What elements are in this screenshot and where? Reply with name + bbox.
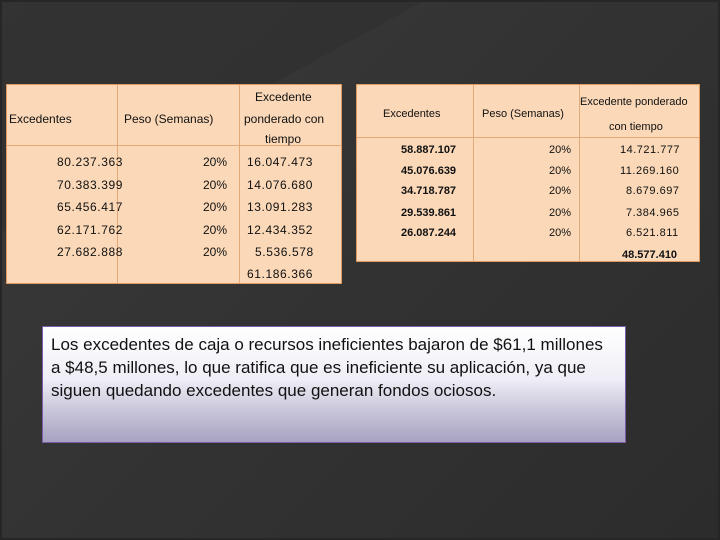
left-total: 61.186.366 bbox=[247, 267, 314, 281]
left-header-excedente-line3: tiempo bbox=[265, 132, 302, 146]
right-row2-peso: 20% bbox=[549, 165, 572, 177]
left-row5-peso: 20% bbox=[203, 245, 228, 259]
left-header-excedentes: Excedentes bbox=[9, 112, 72, 126]
left-row1-excedente: 80.237.363 bbox=[57, 155, 124, 169]
left-row4-peso: 20% bbox=[203, 223, 228, 237]
right-row1-ponderado: 14.721.777 bbox=[620, 144, 681, 156]
left-row4-excedente: 62.171.762 bbox=[57, 223, 124, 237]
right-table-divider bbox=[473, 85, 474, 261]
left-table-divider bbox=[239, 85, 240, 283]
left-row3-ponderado: 13.091.283 bbox=[247, 200, 314, 214]
right-table-divider bbox=[357, 137, 699, 138]
right-row4-excedente: 29.539.861 bbox=[401, 207, 457, 219]
right-row5-peso: 20% bbox=[549, 227, 572, 239]
right-header-peso: Peso (Semanas) bbox=[482, 108, 564, 120]
right-row2-excedente: 45.076.639 bbox=[401, 165, 457, 177]
right-row5-excedente: 26.087.244 bbox=[401, 227, 457, 239]
left-row3-excedente: 65.456.417 bbox=[57, 200, 124, 214]
right-row3-peso: 20% bbox=[549, 185, 572, 197]
left-row1-ponderado: 16.047.473 bbox=[247, 155, 314, 169]
left-row3-peso: 20% bbox=[203, 200, 228, 214]
left-row2-ponderado: 14.076.680 bbox=[247, 178, 314, 192]
left-header-excedente-line1: Excedente bbox=[255, 90, 312, 104]
right-header-excedentes: Excedentes bbox=[383, 108, 441, 120]
right-row1-excedente: 58.887.107 bbox=[401, 144, 457, 156]
left-row2-peso: 20% bbox=[203, 178, 228, 192]
right-header-excedente-line2: con tiempo bbox=[609, 121, 663, 133]
conclusion-textbox bbox=[42, 326, 626, 443]
left-row5-excedente: 27.682.888 bbox=[57, 245, 124, 259]
left-header-peso: Peso (Semanas) bbox=[124, 112, 214, 126]
left-row5-ponderado: 5.536.578 bbox=[255, 245, 314, 259]
left-row2-excedente: 70.383.399 bbox=[57, 178, 124, 192]
right-total: 48.577.410 bbox=[622, 249, 678, 261]
right-row1-peso: 20% bbox=[549, 144, 572, 156]
left-table bbox=[6, 84, 342, 284]
conclusion-text: Los excedentes de caja o recursos ineficientes bajaron de $61,1 millones a $48,5 millones, lo que ratifica que es ineficiente su aplicación, ya que siguen quedando excedentes que generan fondos ociosos. bbox=[51, 335, 603, 400]
right-row2-ponderado: 11.269.160 bbox=[620, 165, 680, 177]
right-row3-excedente: 34.718.787 bbox=[401, 185, 457, 197]
left-header-excedente-line2: ponderado con bbox=[244, 112, 325, 126]
left-row4-ponderado: 12.434.352 bbox=[247, 223, 314, 237]
right-table-divider bbox=[579, 85, 580, 261]
right-row5-ponderado: 6.521.811 bbox=[626, 227, 679, 239]
left-row1-peso: 20% bbox=[203, 155, 228, 169]
right-row3-ponderado: 8.679.697 bbox=[626, 185, 680, 197]
right-row4-ponderado: 7.384.965 bbox=[626, 207, 680, 219]
right-row4-peso: 20% bbox=[549, 207, 572, 219]
right-table bbox=[356, 84, 700, 262]
right-header-excedente-line1: Excedente ponderado bbox=[580, 96, 688, 108]
